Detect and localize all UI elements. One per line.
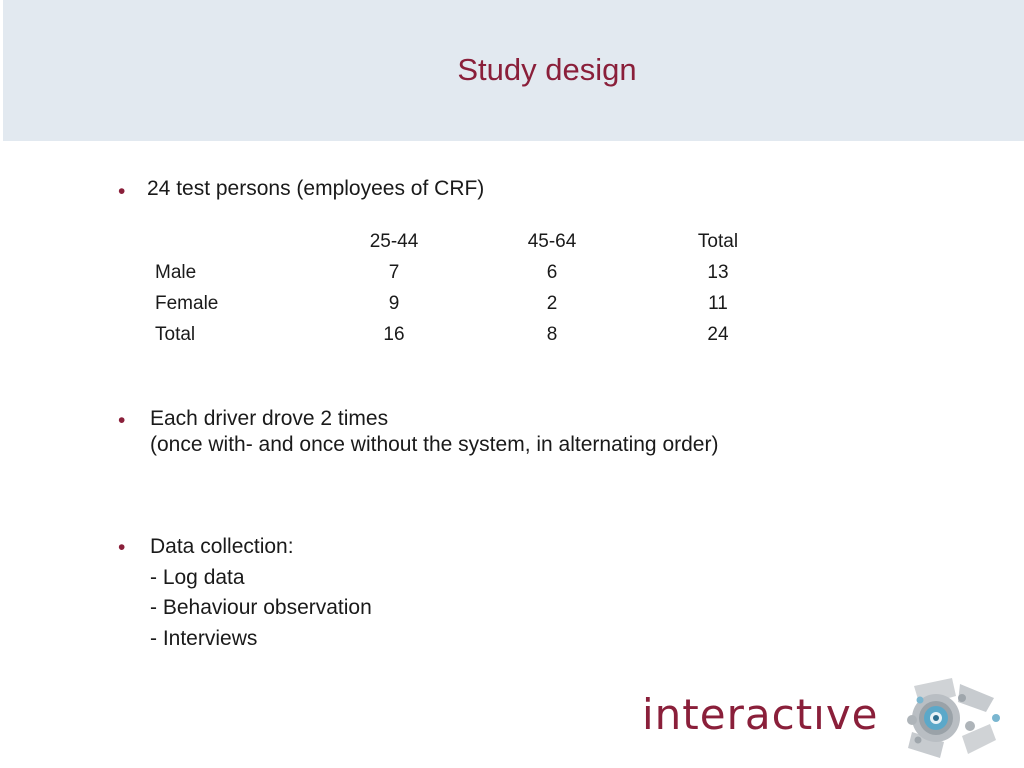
bullet-line: Each driver drove 2 times [150, 407, 389, 430]
slide-title: Study design [457, 52, 637, 87]
bullet-line: (once with- and once without the system, in alternating order) [150, 433, 719, 456]
table-header-cell: 25-44 [369, 230, 419, 252]
table-header-cell: Total [697, 230, 739, 252]
bullet-marker: • [118, 180, 126, 203]
table-cell: 13 [707, 261, 729, 283]
interactive-logo [640, 676, 1010, 760]
participants-table [145, 226, 804, 350]
bullet-line: - Behaviour observation [150, 596, 372, 619]
bullet-marker: • [118, 536, 126, 559]
table-row [145, 288, 804, 319]
table-cell: 9 [388, 292, 400, 314]
table-header-cell: 45-64 [527, 230, 577, 252]
table-cell: 11 [708, 292, 728, 314]
row-label: Female [155, 292, 219, 314]
bullet-item-data-collection [150, 532, 372, 654]
bullet-item-drives [150, 406, 718, 458]
table-cell: 6 [546, 261, 558, 283]
table-cell: 8 [546, 323, 558, 345]
bullet-line: - Log data [150, 565, 245, 589]
logo-wordmark: interactıve [642, 690, 879, 739]
table-row [145, 319, 804, 350]
bullet-item-participants [147, 176, 484, 202]
bullet-line: Data collection: [150, 535, 294, 558]
table-header-cell [145, 226, 316, 257]
table-cell: 7 [388, 261, 400, 283]
row-label: Male [155, 261, 197, 283]
bullet-marker: • [118, 409, 126, 432]
table-cell: 16 [383, 323, 405, 345]
row-label: Total [155, 323, 196, 345]
table-cell: 24 [707, 323, 729, 345]
interactive-logo-icon [892, 676, 1004, 760]
bullet-line: - Interviews [150, 626, 258, 650]
table-row [145, 257, 804, 288]
bullet-line: 24 test persons (employees of CRF) [147, 177, 485, 200]
table-cell: 2 [546, 292, 558, 314]
table-header-row [145, 226, 804, 257]
